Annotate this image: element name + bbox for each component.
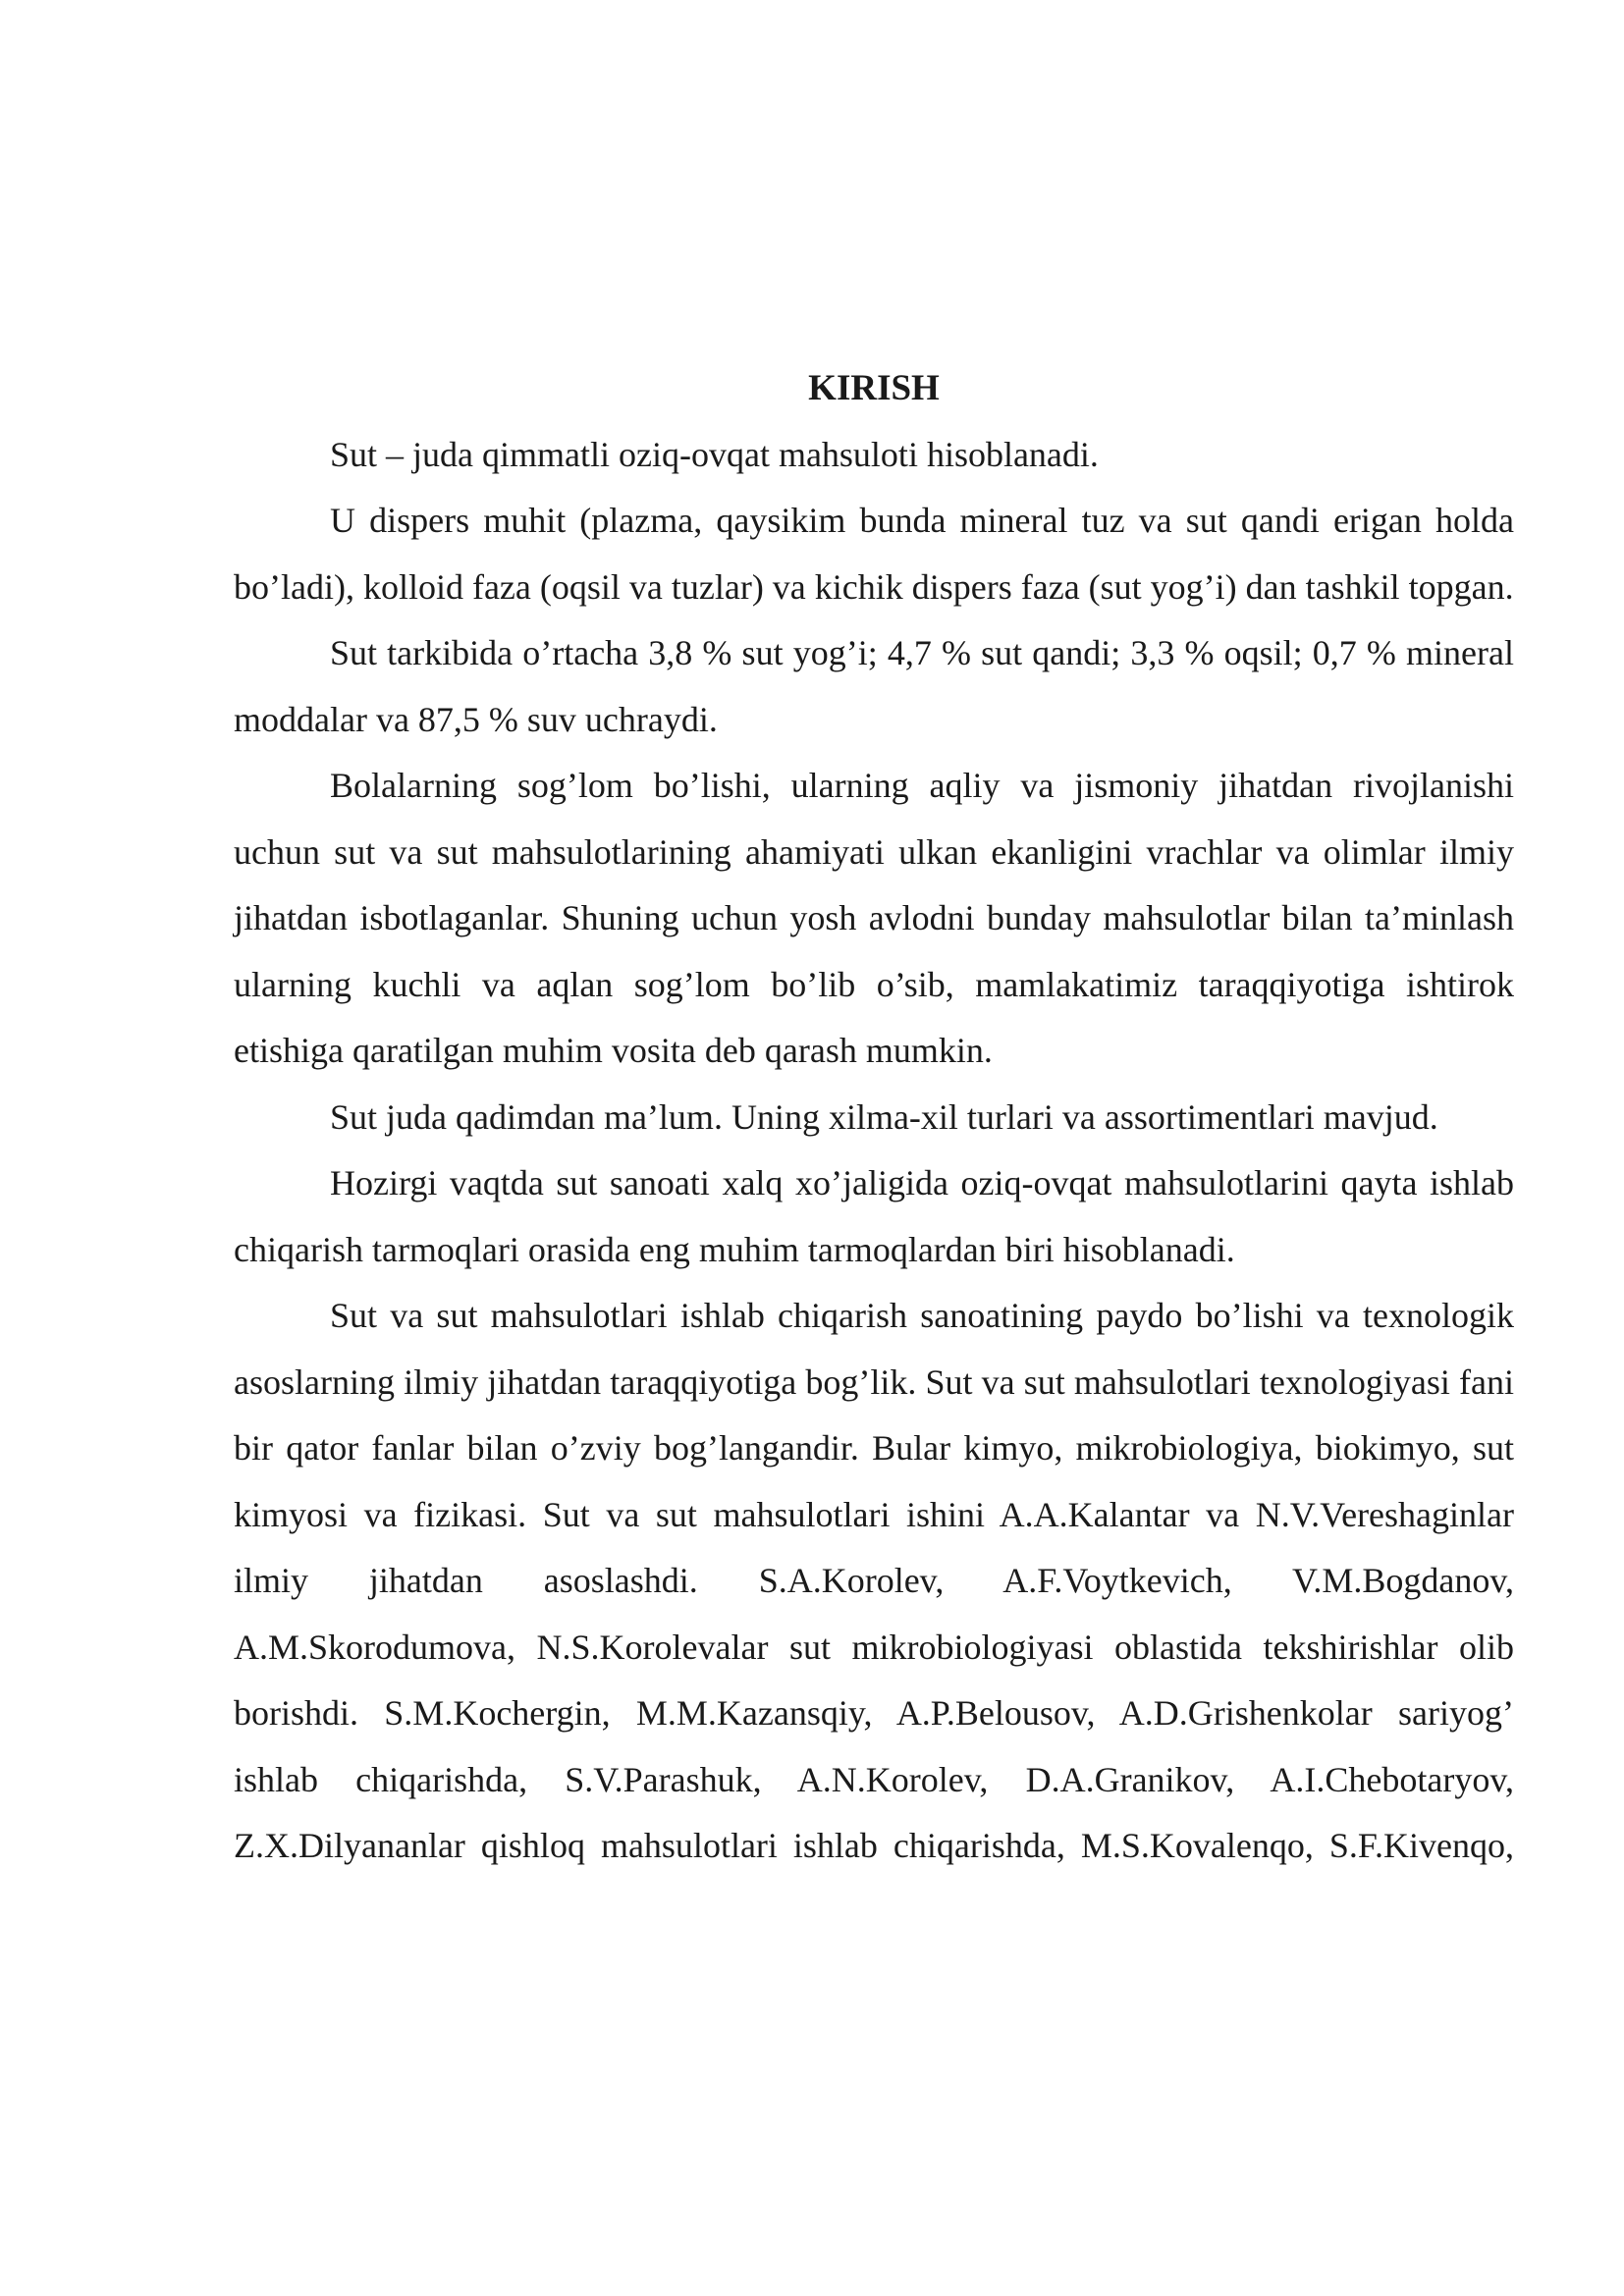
paragraph-6: Hozirgi vaqtda sut sanoati xalq xo’jaligida oziq-ovqat mahsulotlarini qayta ishlab chiqarish tarmoqlari orasida eng muhim tarmoqlardan biri hisoblanadi. bbox=[234, 1163, 1514, 1269]
document-page bbox=[234, 355, 1514, 1880]
paragraph-1: Sut – juda qimmatli oziq-ovqat mahsuloti hisoblanadi. bbox=[330, 434, 1099, 474]
paragraph-3: Sut tarkibida o’rtacha 3,8 % sut yog’i; 4,7 % sut qandi; 3,3 % oqsil; 0,7 % mineral moddalar va 87,5 % suv uchraydi. bbox=[234, 633, 1514, 739]
paragraph-5: Sut juda qadimdan ma’lum. Uning xilma-xil turlari va assortimentlari mavjud. bbox=[330, 1096, 1438, 1137]
document-title: KIRISH bbox=[808, 368, 940, 408]
paragraph-4: Bolalarning sog’lom bo’lishi, ularning aqliy va jismoniy jihatdan rivojlanishi uchun sut va sut mahsulotlarining ahamiyati ulkan ekanligini vrachlar va olimlar ilmiy jihatdan isbotlaganlar. Shuning uchun yosh avlodni bunday mahsulotlar bilan ta’minlash ularning kuchli va aqlan sog’lom bo’lib o’sib, mamlakatimiz taraqqiyotiga ishtirok etishiga qaratilgan muhim vosita deb qarash mumkin. bbox=[234, 766, 1514, 1070]
paragraph-7: Sut va sut mahsulotlari ishlab chiqarish sanoatining paydo bo’lishi va texnologik asoslarning ilmiy jihatdan taraqqiyotiga bog’lik. Sut va sut mahsulotlari texnologiyasi fani bir qator fanlar bilan o’zviy bog’langandir. Bular kimyo, mikrobiologiya, biokimyo, sut kimyosi va fizikasi. Sut va sut mahsulotlari ishini A.A.Kalantar va N.V.Vereshaginlar ilmiy jihatdan asoslashdi. S.A.Korolev, A.F.Voytkevich, V.M.Bogdanov, A.M.Skorodumova, N.S.Korolevalar sut mikrobiologiyasi oblastida tekshirishlar olib borishdi. S.M.Kochergin, M.M.Kazansqiy, A.P.Belousov, A.D.Grishenkolar sariyog’ ishlab chiqarishda, S.V.Parashuk, A.N.Korolev, D.A.Granikov, A.I.Chebotaryov, Z.X.Dilyananlar qishloq mahsulotlari ishlab chiqarishda, M.S.Kovalenqo, S.F.Kivenqo, bbox=[234, 1296, 1514, 1865]
paragraph-2: U dispers muhit (plazma, qaysikim bunda mineral tuz va sut qandi erigan holda bo’ladi), kolloid faza (oqsil va tuzlar) va kichik dispers faza (sut yog’i) dan tashkil topgan. bbox=[234, 501, 1514, 607]
